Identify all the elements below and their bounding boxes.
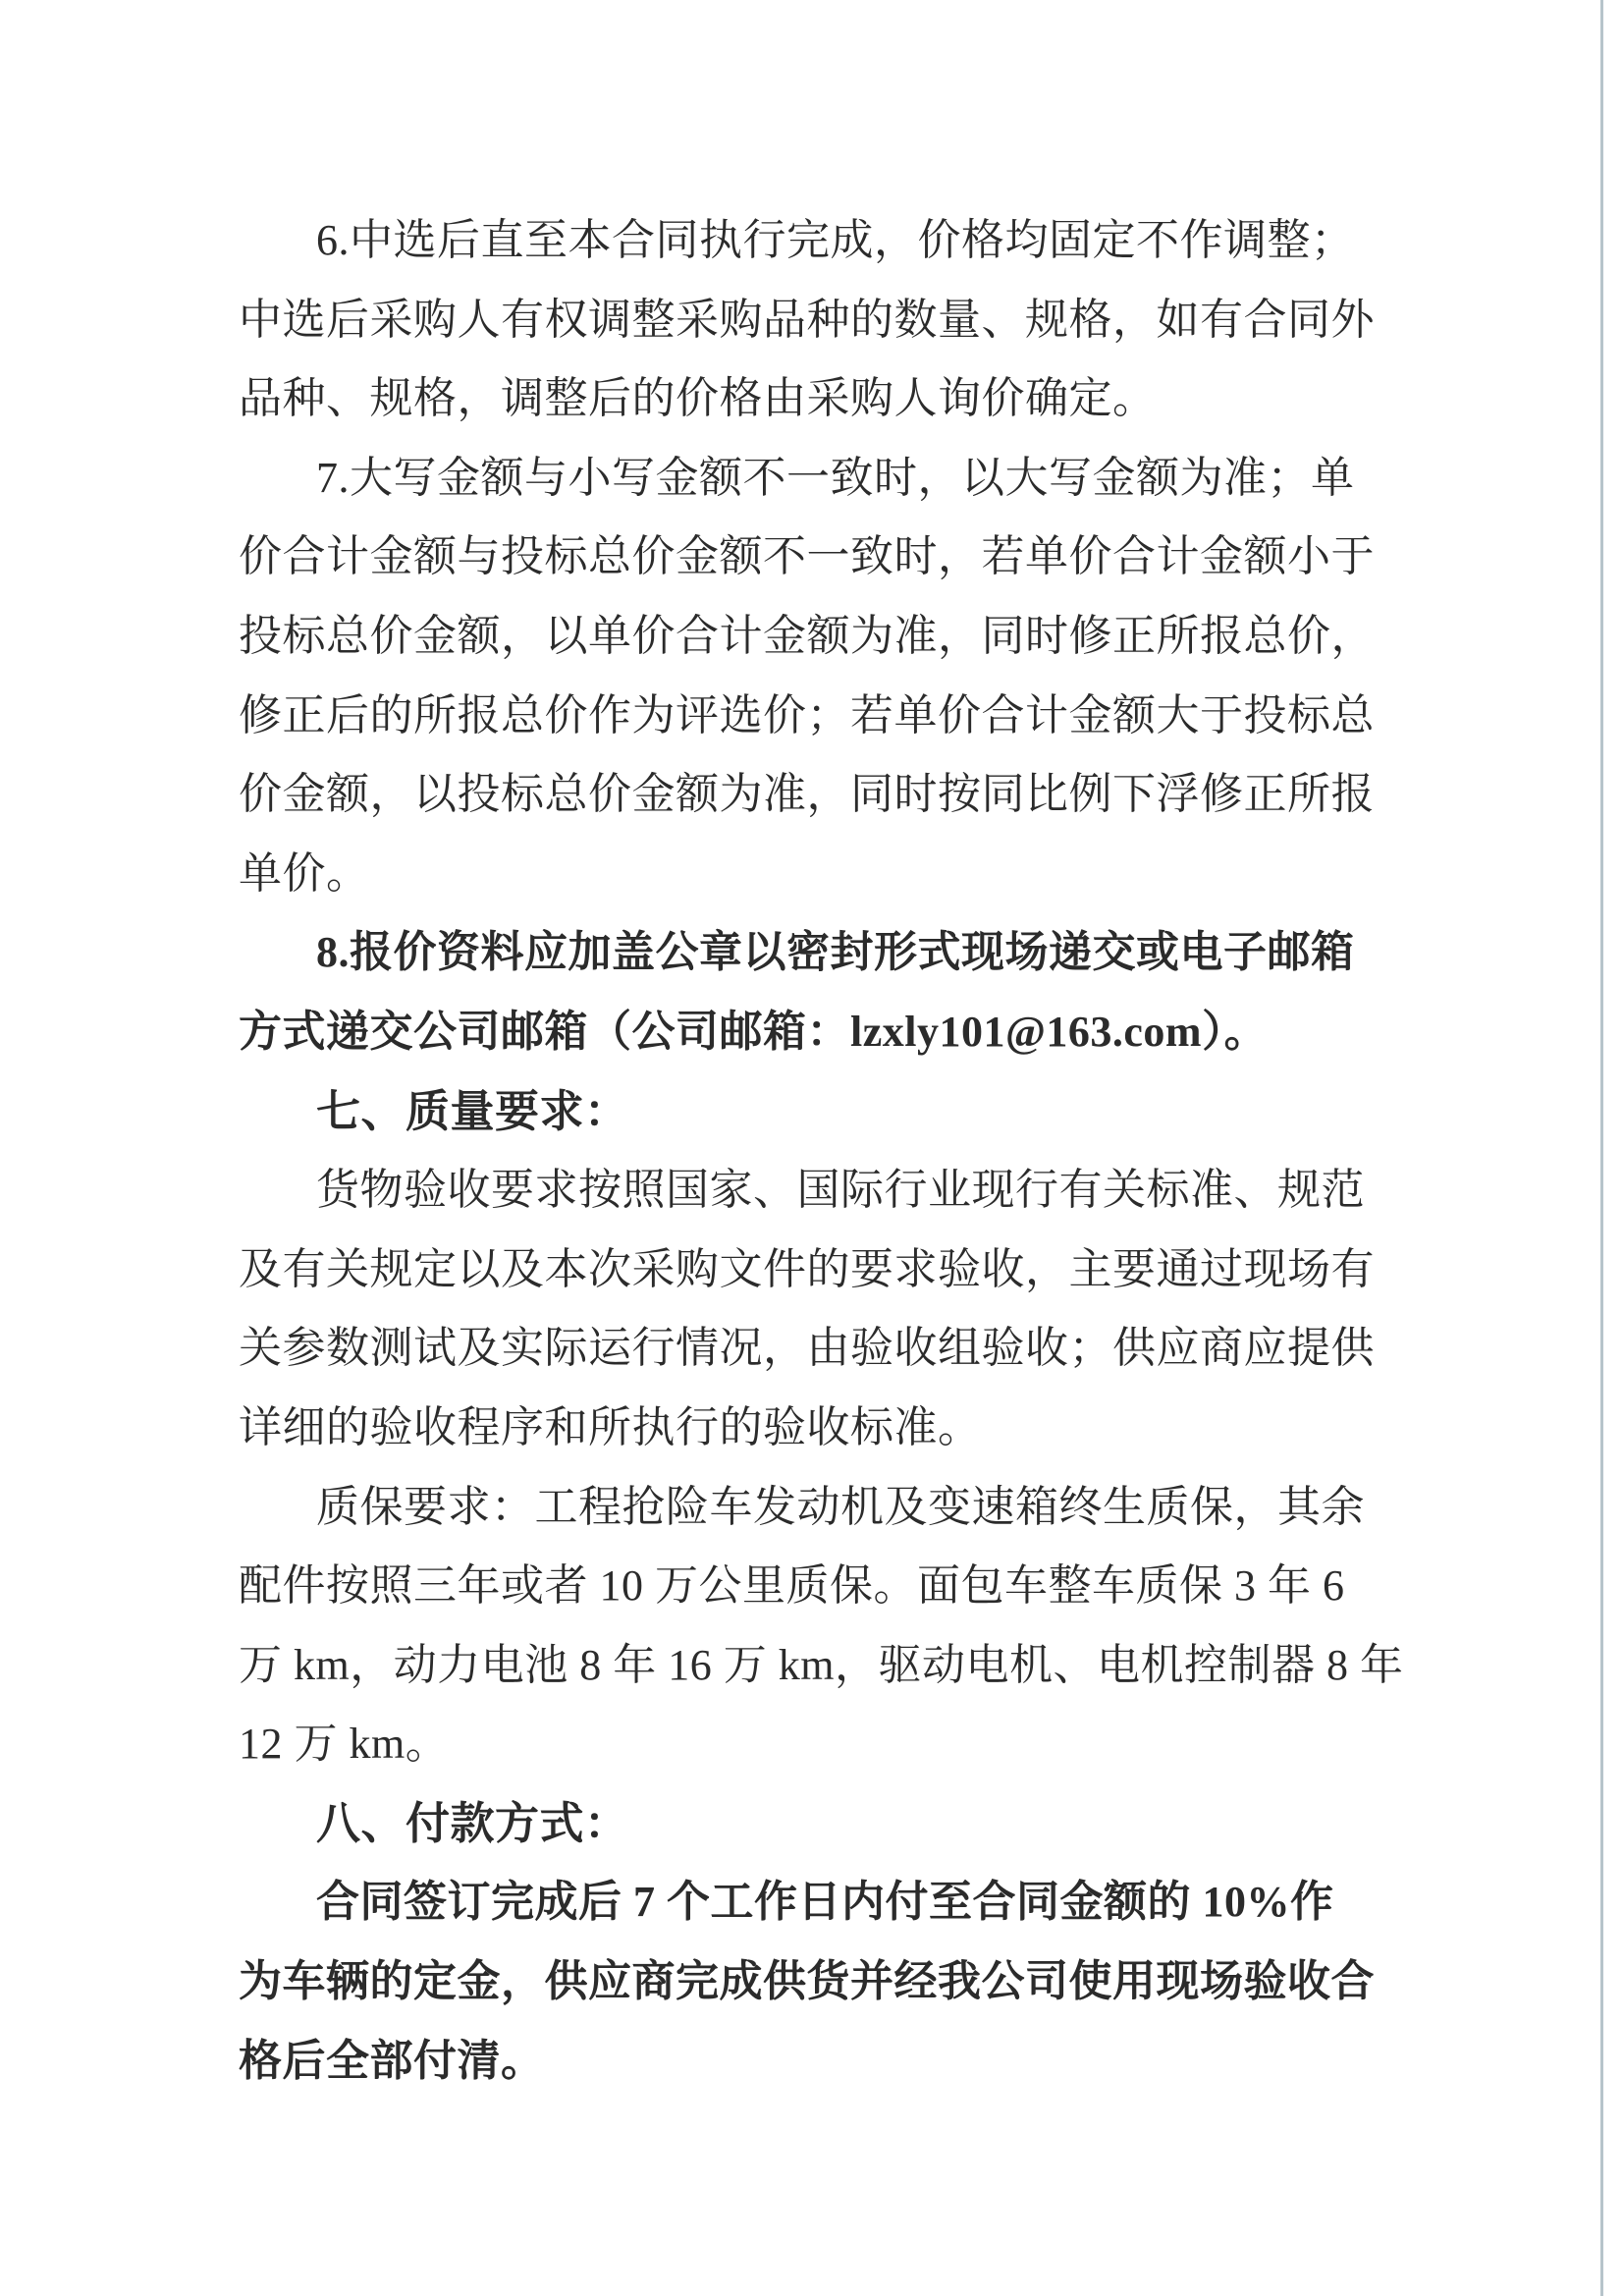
section-heading-payment (239, 1784, 1392, 1864)
text-line: 7.大写金额与小写金额不一致时，以大写金额为准；单 (316, 453, 1355, 502)
clause-7-paragraph (239, 439, 1392, 914)
text-line: 12 万 km。 (239, 1720, 450, 1769)
text-line: 6.中选后直至本合同执行完成，价格均固定不作调整； (316, 216, 1355, 264)
payment-terms-paragraph (239, 1863, 1392, 2101)
text-line: 为车辆的定金，供应商完成供货并经我公司使用现场验收合 (239, 1957, 1375, 2006)
section-heading: 八、付款方式： (316, 1797, 629, 1848)
text-line: 关参数测试及实际运行情况，由验收组验收；供应商应提供 (239, 1324, 1375, 1373)
scanner-edge-line (1600, 0, 1603, 2296)
text-line: 投标总价金额，以单价合计金额为准，同时修正所报总价， (239, 611, 1375, 660)
text-line: 8.报价资料应加盖公章以密封形式现场递交或电子邮箱 (316, 928, 1355, 977)
quality-acceptance-paragraph (239, 1151, 1392, 1467)
clause-6-paragraph (239, 201, 1392, 439)
text-line: 格后全部付清。 (239, 2036, 545, 2085)
text-line: 价合计金额与投标总价金额不一致时，若单价合计金额小于 (239, 532, 1375, 581)
email-line: 方式递交公司邮箱（公司邮箱：lzxly101@163.com）。 (239, 1007, 1269, 1056)
text-line: 配件按照三年或者 10 万公里质保。面包车整车质保 3 年 6 (239, 1561, 1345, 1611)
document-text-block (239, 201, 1404, 2101)
section-heading: 七、质量要求： (316, 1085, 629, 1136)
text-line: 货物验收要求按照国家、国际行业现行有关标准、规范 (316, 1166, 1365, 1215)
text-line: 中选后采购人有权调整采购品种的数量、规格，如有合同外 (239, 295, 1375, 344)
text-line: 修正后的所报总价作为评选价；若单价合计金额大于投标总 (239, 690, 1375, 739)
warranty-paragraph (239, 1468, 1404, 1784)
text-line: 价金额，以投标总价金额为准，同时按同比例下浮修正所报 (239, 770, 1375, 819)
text-line: 详细的验收程序和所执行的验收标准。 (239, 1402, 982, 1451)
text-line: 质保要求：工程抢险车发动机及变速箱终生质保，其余 (316, 1482, 1365, 1531)
text-line: 万 km，动力电池 8 年 16 万 km，驱动电机、电机控制器 8 年 (239, 1640, 1404, 1689)
text-line: 合同签订完成后 7 个工作日内付至合同金额的 10%作 (316, 1878, 1334, 1927)
text-line: 单价。 (239, 848, 370, 898)
text-line: 及有关规定以及本次采购文件的要求验收，主要通过现场有 (239, 1244, 1375, 1293)
section-heading-quality (239, 1072, 1392, 1152)
text-line: 品种、规格，调整后的价格由采购人询价确定。 (239, 374, 1157, 423)
clause-8-paragraph (239, 913, 1392, 1071)
